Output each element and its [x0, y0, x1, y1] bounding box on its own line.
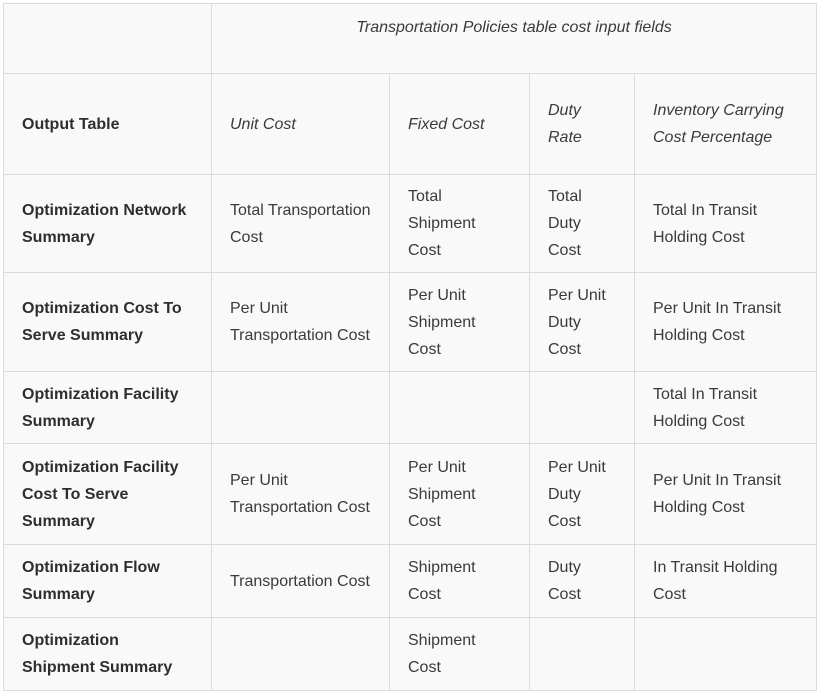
cost-mapping-table: [3, 3, 817, 691]
fixed-cost-cell: Shipment Cost: [390, 545, 530, 618]
row-name: Optimization Facility Summary: [4, 372, 212, 444]
group-header-row: [4, 4, 817, 74]
col-header-fixed-cost: Fixed Cost: [390, 74, 530, 175]
table-row: [4, 273, 817, 372]
inventory-carrying-cell: In Transit Holding Cost: [635, 545, 817, 618]
inventory-carrying-cell: [635, 618, 817, 691]
fixed-cost-cell: Per Unit Shipment Cost: [390, 444, 530, 545]
duty-rate-cell: Duty Cost: [530, 545, 635, 618]
unit-cost-cell: Per Unit Transportation Cost: [212, 273, 390, 372]
fixed-cost-cell: Per Unit Shipment Cost: [390, 273, 530, 372]
unit-cost-cell: [212, 618, 390, 691]
inventory-carrying-cell: Per Unit In Transit Holding Cost: [635, 444, 817, 545]
row-name: Optimization Shipment Summary: [4, 618, 212, 691]
col-header-inventory-carrying: Inventory Carrying Cost Percentage: [635, 74, 817, 175]
inventory-carrying-cell: Per Unit In Transit Holding Cost: [635, 273, 817, 372]
table-row: [4, 372, 817, 444]
empty-corner-cell: [4, 4, 212, 74]
inventory-carrying-cell: Total In Transit Holding Cost: [635, 372, 817, 444]
row-name: Optimization Network Summary: [4, 175, 212, 273]
unit-cost-cell: Total Transportation Cost: [212, 175, 390, 273]
col-header-duty-rate: Duty Rate: [530, 74, 635, 175]
duty-rate-cell: Per Unit Duty Cost: [530, 444, 635, 545]
table-row: [4, 444, 817, 545]
table-row: [4, 175, 817, 273]
fixed-cost-cell: Shipment Cost: [390, 618, 530, 691]
fixed-cost-cell: Total Shipment Cost: [390, 175, 530, 273]
duty-rate-cell: Per Unit Duty Cost: [530, 273, 635, 372]
col-header-unit-cost: Unit Cost: [212, 74, 390, 175]
table-row: [4, 545, 817, 618]
duty-rate-cell: [530, 372, 635, 444]
unit-cost-cell: [212, 372, 390, 444]
row-name: Optimization Facility Cost To Serve Summary: [4, 444, 212, 545]
row-name: Optimization Flow Summary: [4, 545, 212, 618]
col-header-output-table: Output Table: [4, 74, 212, 175]
row-name: Optimization Cost To Serve Summary: [4, 273, 212, 372]
unit-cost-cell: Per Unit Transportation Cost: [212, 444, 390, 545]
group-header: Transportation Policies table cost input fields: [212, 4, 817, 74]
inventory-carrying-cell: Total In Transit Holding Cost: [635, 175, 817, 273]
column-header-row: [4, 74, 817, 175]
fixed-cost-cell: [390, 372, 530, 444]
duty-rate-cell: Total Duty Cost: [530, 175, 635, 273]
table-row: [4, 618, 817, 691]
duty-rate-cell: [530, 618, 635, 691]
unit-cost-cell: Transportation Cost: [212, 545, 390, 618]
